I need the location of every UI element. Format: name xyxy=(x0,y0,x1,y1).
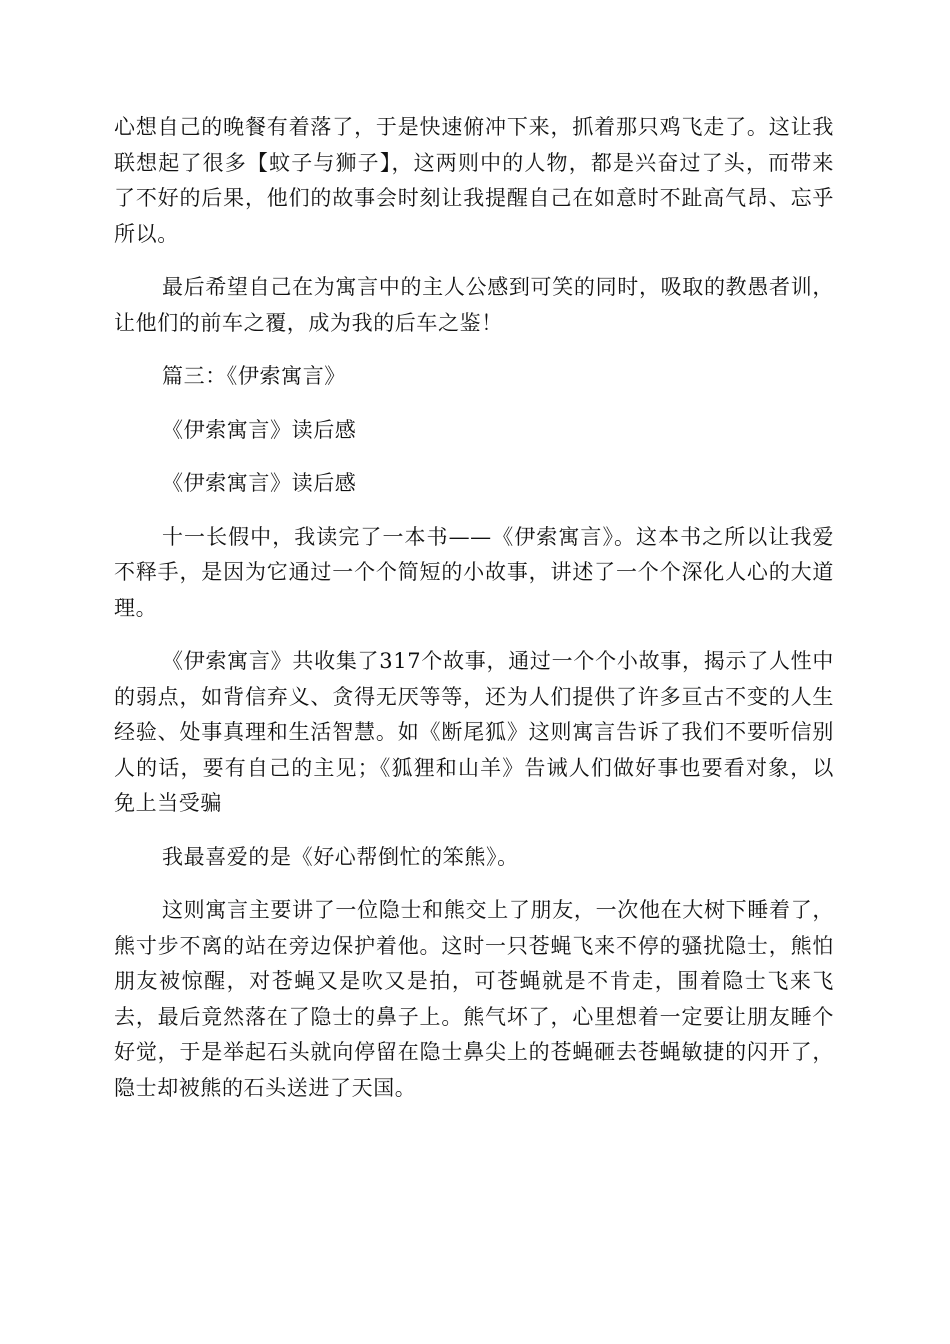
paragraph-1: 心想自己的晚餐有着落了，于是快速俯冲下来，抓着那只鸡飞走了。这让我联想起了很多【蚊子与狮子】，这两则中的人物，都是兴奋过了头，而带来了不好的后果，他们的故事会时刻让我提醒自己在如意时不趾高气昂、忘乎所以。 xyxy=(114,115,834,246)
paragraph-intro: 十一长假中，我读完了一本书——《伊索寓言》。这本书之所以让我爱不释手，是因为它通过一个个简短的小故事，讲述了一个个深化人心的大道理。 xyxy=(114,524,834,620)
paragraph-2: 最后希望自己在为寓言中的主人公感到可笑的同时，吸取的教愚者训，让他们的前车之覆，成为我的后车之鉴！ xyxy=(114,275,834,335)
section-heading: 篇三：《伊索寓言》 xyxy=(162,364,346,388)
paragraph-overview: 《伊索寓言》共收集了317个故事，通过一个个小故事，揭示了人性中的弱点，如背信弃义、贪得无厌等等，还为人们提供了许多亘古不变的人生经验、处事真理和生活智慧。如《断尾狐》这则寓言告诉了我们不要听信别人的话，要有自己的主见；《狐狸和山羊》告诫人们做好事也要看对象，以免上当受骗 xyxy=(114,649,834,815)
article-title-repeat: 《伊索寓言》读后感 xyxy=(162,471,357,495)
article-title: 《伊索寓言》读后感 xyxy=(162,417,357,442)
paragraph-favorite: 我最喜爱的是《好心帮倒忙的笨熊》。 xyxy=(162,844,519,869)
paragraph-story: 这则寓言主要讲了一位隐士和熊交上了朋友，一次他在大树下睡着了，熊寸步不离的站在旁边保护着他。这时一只苍蝇飞来不停的骚扰隐士，熊怕朋友被惊醒，对苍蝇又是吹又是拍，可苍蝇就是不肯走，围着隐士飞来飞去，最后竟然落在了隐士的鼻子上。熊气坏了，心里想着一定要让朋友睡个好觉，于是举起石头就向停留在隐士鼻尖上的苍蝇砸去苍蝇敏捷的闪开了，隐士却被熊的石头送进了天国。 xyxy=(114,898,834,1100)
document-page xyxy=(114,110,834,1124)
